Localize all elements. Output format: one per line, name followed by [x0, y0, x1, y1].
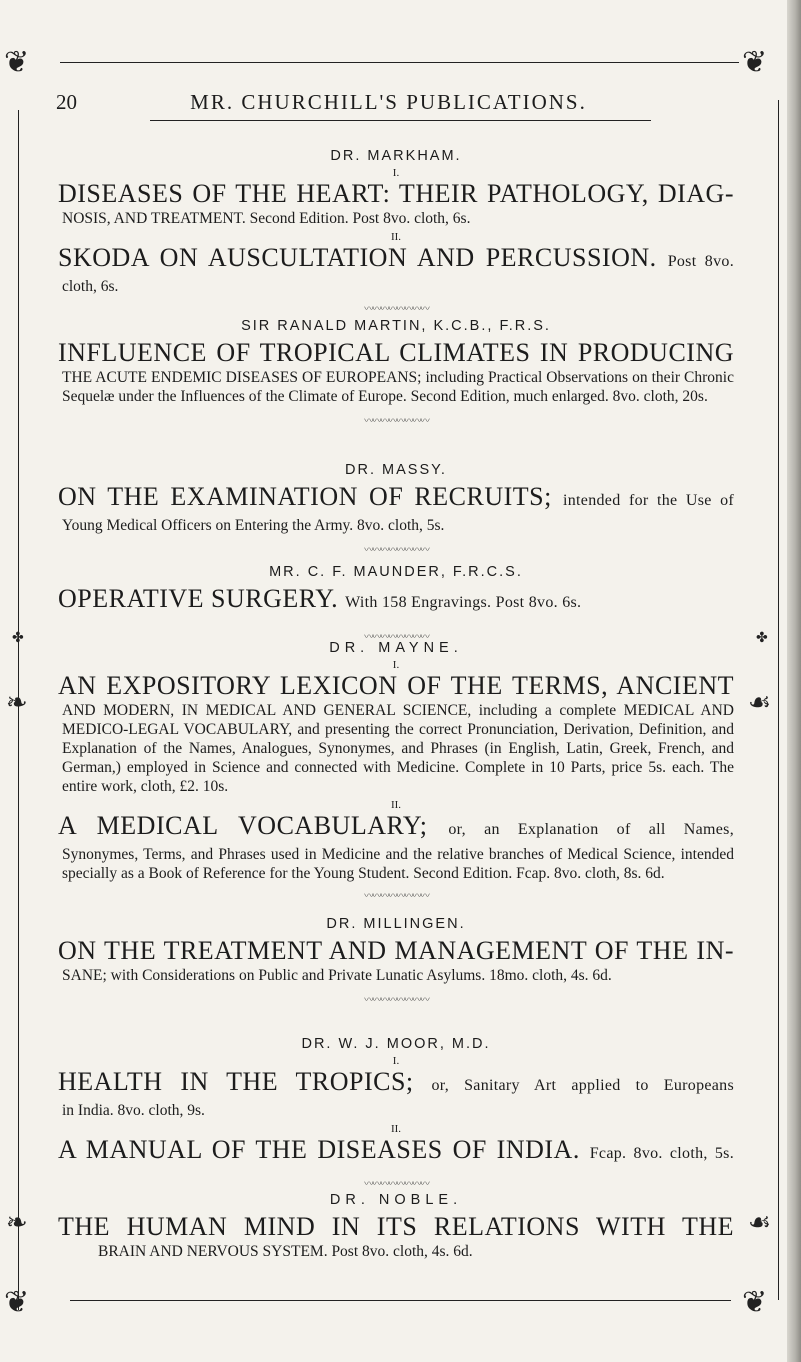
separator-ornament: 〰〰〰〰〰〰〰〰	[364, 416, 428, 427]
work-title	[58, 243, 734, 277]
page-number: 20	[56, 90, 77, 114]
entry-massy	[58, 462, 734, 557]
work-title	[58, 584, 734, 618]
corner-flourish-icon: ❦	[4, 45, 30, 80]
work-title	[58, 179, 734, 209]
work-numeral: II.	[390, 799, 402, 811]
entry-markham	[58, 148, 734, 316]
work-title-rest: Post 8vo.	[667, 253, 734, 270]
side-flourish-icon: ❧	[6, 1208, 28, 1238]
side-flourish-icon: ✤	[756, 630, 768, 646]
work-title-text: ON THE EXAMINATION OF RECRUITS;	[58, 482, 552, 511]
side-flourish-icon: ❧	[6, 688, 28, 718]
work-title-text: INFLUENCE OF TROPICAL CLIMATES IN PRODUCING	[58, 338, 734, 367]
author-name: SIR RANALD MARTIN, K.C.B., F.R.S.	[241, 318, 551, 334]
work-description: in India. 8vo. cloth, 9s.	[62, 1102, 205, 1119]
work-description: Synonymes, Terms, and Phrases used in Medicine and the relative branches of Medical Science, intended specially as a Book of Reference for the Young Student. Second Edition. Fcap. 8vo. cloth, 8s. 6d.	[62, 846, 734, 882]
entry-millingen	[58, 916, 734, 1007]
side-flourish-icon: ☙	[748, 688, 772, 718]
author-name: DR. W. J. MOOR, M.D.	[301, 1036, 491, 1052]
work-numeral: I.	[392, 167, 400, 179]
running-head-title: MR. CHURCHILL'S PUBLICATIONS.	[190, 90, 587, 114]
work-title-rest: Fcap. 8vo. cloth, 5s.	[589, 1145, 735, 1162]
author-name: DR. NOBLE.	[329, 1192, 463, 1208]
work-title-rest: With 158 Engravings. Post 8vo. 6s.	[345, 594, 582, 611]
entry-maunder	[58, 564, 734, 644]
work-numeral: I.	[392, 659, 400, 671]
separator-ornament: 〰〰〰〰〰〰〰〰	[364, 545, 428, 556]
separator-ornament: 〰〰〰〰〰〰〰〰	[364, 1179, 428, 1190]
work-title	[58, 1067, 734, 1101]
entry-mayne	[58, 640, 734, 903]
work-description: BRAIN AND NERVOUS SYSTEM. Post 8vo. cloth, 4s. 6d.	[98, 1243, 473, 1260]
work-title-text: HEALTH IN THE TROPICS;	[58, 1067, 414, 1096]
work-title-text: THE HUMAN MIND IN ITS RELATIONS WITH THE	[58, 1212, 734, 1241]
work-title-text: OPERATIVE SURGERY.	[58, 584, 339, 613]
right-border-rule	[778, 100, 779, 1300]
work-title	[58, 671, 734, 701]
work-title-text: DISEASES OF THE HEART: THEIR PATHOLOGY, DIAG-	[58, 179, 734, 208]
work-title-rest: or, an Explanation of all Names,	[448, 821, 735, 838]
work-title-rest: intended for the Use of	[563, 492, 734, 509]
separator-ornament: 〰〰〰〰〰〰〰〰	[364, 891, 428, 902]
work-title-text: SKODA ON AUSCULTATION AND PERCUSSION.	[58, 243, 657, 272]
author-name: DR. MASSY.	[345, 462, 447, 478]
work-description: SANE; with Considerations on Public and Private Lunatic Asylums. 18mo. cloth, 4s. 6d.	[62, 967, 612, 984]
work-title	[58, 811, 734, 845]
entry-noble	[58, 1192, 734, 1261]
work-description: AND MODERN, IN MEDICAL AND GENERAL SCIENCE, including a complete MEDICAL AND MEDICO-LEGAL VOCABULARY, and presenting the correct Pronunciation, Derivation, Definition, and Explanation of the Names, Analogues, Synonymes, and Phrases (in English, Latin, Greek, French, and German,) employed in Science and connected with Medicine. Complete in 10 Parts, price 5s. each. The entire work, cloth, £2. 10s.	[62, 702, 734, 795]
work-description: cloth, 6s.	[62, 278, 119, 295]
work-title-rest: or, Sanitary Art applied to Europeans	[431, 1077, 735, 1094]
work-title-text: A MEDICAL VOCABULARY;	[58, 811, 428, 840]
entry-moor	[58, 1036, 734, 1191]
separator-ornament: 〰〰〰〰〰〰〰〰	[364, 995, 428, 1006]
running-header	[56, 90, 721, 120]
side-flourish-icon: ✤	[12, 630, 24, 646]
bottom-border-rule	[70, 1300, 731, 1301]
work-title	[58, 338, 734, 368]
header-underline-rule	[150, 120, 651, 121]
author-name: DR. MAYNE.	[329, 640, 463, 656]
corner-flourish-icon: ❦	[742, 1285, 768, 1320]
work-description: NOSIS, AND TREATMENT. Second Edition. Post 8vo. cloth, 6s.	[62, 210, 471, 227]
work-title	[58, 482, 734, 516]
author-name: MR. C. F. MAUNDER, F.R.C.S.	[269, 564, 523, 580]
side-flourish-icon: ☙	[748, 1208, 772, 1238]
separator-ornament: 〰〰〰〰〰〰〰〰	[364, 304, 428, 315]
separator-ornament: 〰〰〰〰〰〰〰〰	[364, 632, 428, 643]
top-border-rule	[60, 62, 739, 63]
work-title	[58, 936, 734, 966]
entry-martin	[58, 318, 734, 428]
work-description: Young Medical Officers on Entering the Army. 8vo. cloth, 5s.	[62, 517, 445, 534]
work-title-text: AN EXPOSITORY LEXICON OF THE TERMS, ANCIENT	[58, 671, 734, 700]
corner-flourish-icon: ❦	[4, 1285, 30, 1320]
author-name: DR. MILLINGEN.	[326, 916, 466, 932]
work-title-text: ON THE TREATMENT AND MANAGEMENT OF THE IN-	[58, 936, 734, 965]
work-title-text: A MANUAL OF THE DISEASES OF INDIA.	[58, 1135, 580, 1164]
work-numeral: II.	[390, 1123, 402, 1135]
author-name: DR. MARKHAM.	[330, 148, 462, 164]
work-numeral: I.	[392, 1055, 400, 1067]
corner-flourish-icon: ❦	[742, 45, 768, 80]
page-gutter-shadow	[787, 0, 801, 1362]
work-description: THE ACUTE ENDEMIC DISEASES OF EUROPEANS; including Practical Observations on their Chronic Sequelæ under the Influences of the Climate of Europe. Second Edition, much enlarged. 8vo. cloth, 20s.	[62, 369, 734, 405]
work-title	[58, 1135, 734, 1169]
work-title	[58, 1212, 734, 1242]
work-numeral: II.	[390, 231, 402, 243]
